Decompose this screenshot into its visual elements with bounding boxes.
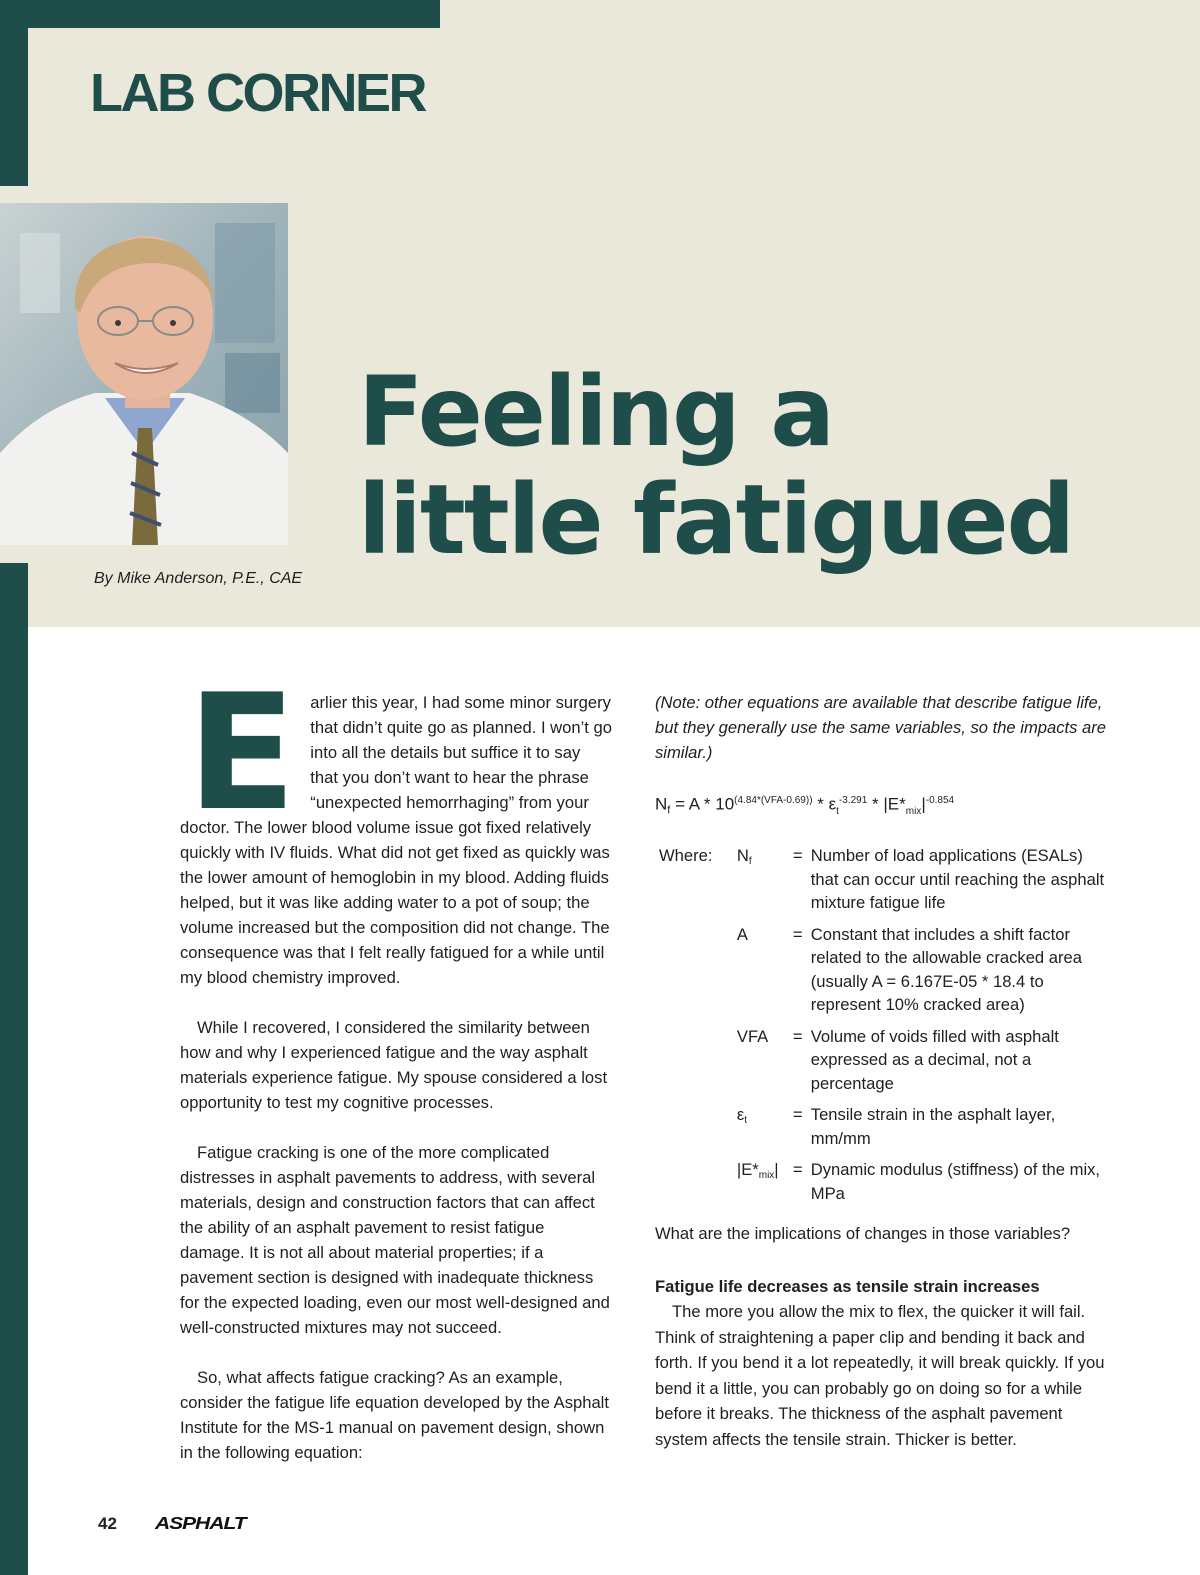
fatigue-equation: $N_f = A * 10^{(4.84*(VFA-0.69))} * \varepsilon_t^{-3.291} * |E*_{mix}|^{-0.854}$ [655,794,955,818]
article-column-right [655,690,1110,1452]
equals-sign: = [792,846,803,866]
variable-symbol: VFA [736,1026,769,1046]
top-accent-bar [0,0,440,28]
author-photo [0,203,288,545]
article-paragraph-4: So, what affects fatigue cracking? As an example, consider the fatigue life equation developed by the Asphalt Institute for the MS-1 manual on pavement design, shown in the following equation: [180,1368,609,1462]
variable-row-emix [655,1150,1110,1205]
section-label: LAB CORNER [90,63,425,123]
headline [358,358,1073,574]
variable-symbol: εt [736,1105,748,1127]
magazine-logo: ASPHALT [155,1513,246,1534]
variable-row-vfa [655,1017,1110,1096]
variable-row-a [655,915,1110,1017]
paragraph-1-text: arlier this year, I had some minor surgery that didn’t quite go as planned. I won’t go into all the details but suffice it to say that you don’t want to hear the phrase “unexpected hemorrhaging” from your doctor. The lower blood volume issue got fixed relatively quickly with IV fluids. What did not get fixed as quickly was the lower amount of hemoglobin in my blood. Adding fluids helped, but it was like adding water to a pot of soup; the volume increased but the composition did not change. The consequence was that I felt really fatigued for a while until my blood chemistry improved. [180,693,612,987]
headline-line-1: Feeling a [358,356,833,468]
byline: By Mike Anderson, P.E., CAE [94,570,303,587]
variable-definition: Tensile strain in the asphalt layer, mm/mm [810,1105,1056,1148]
left-accent-bar-top [0,28,28,186]
section-subhead: Fatigue life decreases as tensile strain increases [655,1277,1040,1297]
drop-cap: E [187,659,297,846]
variable-symbol: A [736,924,748,944]
variable-definitions [655,844,1110,1205]
article-paragraph-1 [180,659,612,990]
equals-sign: = [792,924,803,944]
equation-note: (Note: other equations are available that describe fatigue life, but they generally use the same variables, so the impacts are similar.) [655,693,1107,762]
variable-symbol: |E*mix| [736,1160,779,1182]
variable-row-eps [655,1095,1110,1150]
article-paragraph-2: While I recovered, I considered the similarity between how and why I experienced fatigue and the way asphalt materials experience fatigue. My spouse considered a lost opportunity to test my cognitive processes. [180,1018,608,1112]
variable-definition: Dynamic modulus (stiffness) of the mix, MPa [810,1160,1101,1203]
article-paragraph-5: The more you allow the mix to flex, the quicker it will fail. Think of straightening a paper clip and bending it back and forth. If you bend it a lot repeatedly, it will break quickly. If you bend it a little, you can probably go on doing so for a while before it breaks. The thickness of the asphalt pavement system affects the tensile strain. Thicker is better. [655,1302,1105,1449]
variable-definition: Constant that includes a shift factor related to the allowable cracked area (usually A = 6.167E-05 * 18.4 to represent 10% cracked area) [810,924,1082,1015]
article-column-left [180,659,612,1490]
left-accent-bar-bottom [0,563,28,1575]
page-number: 42 [98,1514,117,1533]
where-label: Where: [659,846,713,866]
equals-sign: = [792,1160,803,1180]
author-portrait-illustration [0,203,288,545]
equals-sign: = [792,1026,803,1046]
variable-definition: Number of load applications (ESALs) that can occur until reaching the asphalt mixture fatigue life [810,846,1105,913]
implications-question: What are the implications of changes in those variables? [655,1224,1071,1244]
article-paragraph-3: Fatigue cracking is one of the more complicated distresses in asphalt pavements to address, with several materials, design and construction factors that can affect the ability of an asphalt pavement to resist fatigue damage. It is not all about material properties; if a pavement section is designed with inadequate thickness for the expected loading, even our most well-designed and well-constructed mixtures may not succeed. [180,1143,610,1337]
equals-sign: = [792,1105,803,1125]
variable-symbol: Nf [736,846,752,868]
headline-line-2: little fatigued [358,464,1074,576]
variable-row-nf [655,844,1110,915]
variable-definition: Volume of voids filled with asphalt expressed as a decimal, not a percentage [810,1026,1059,1093]
